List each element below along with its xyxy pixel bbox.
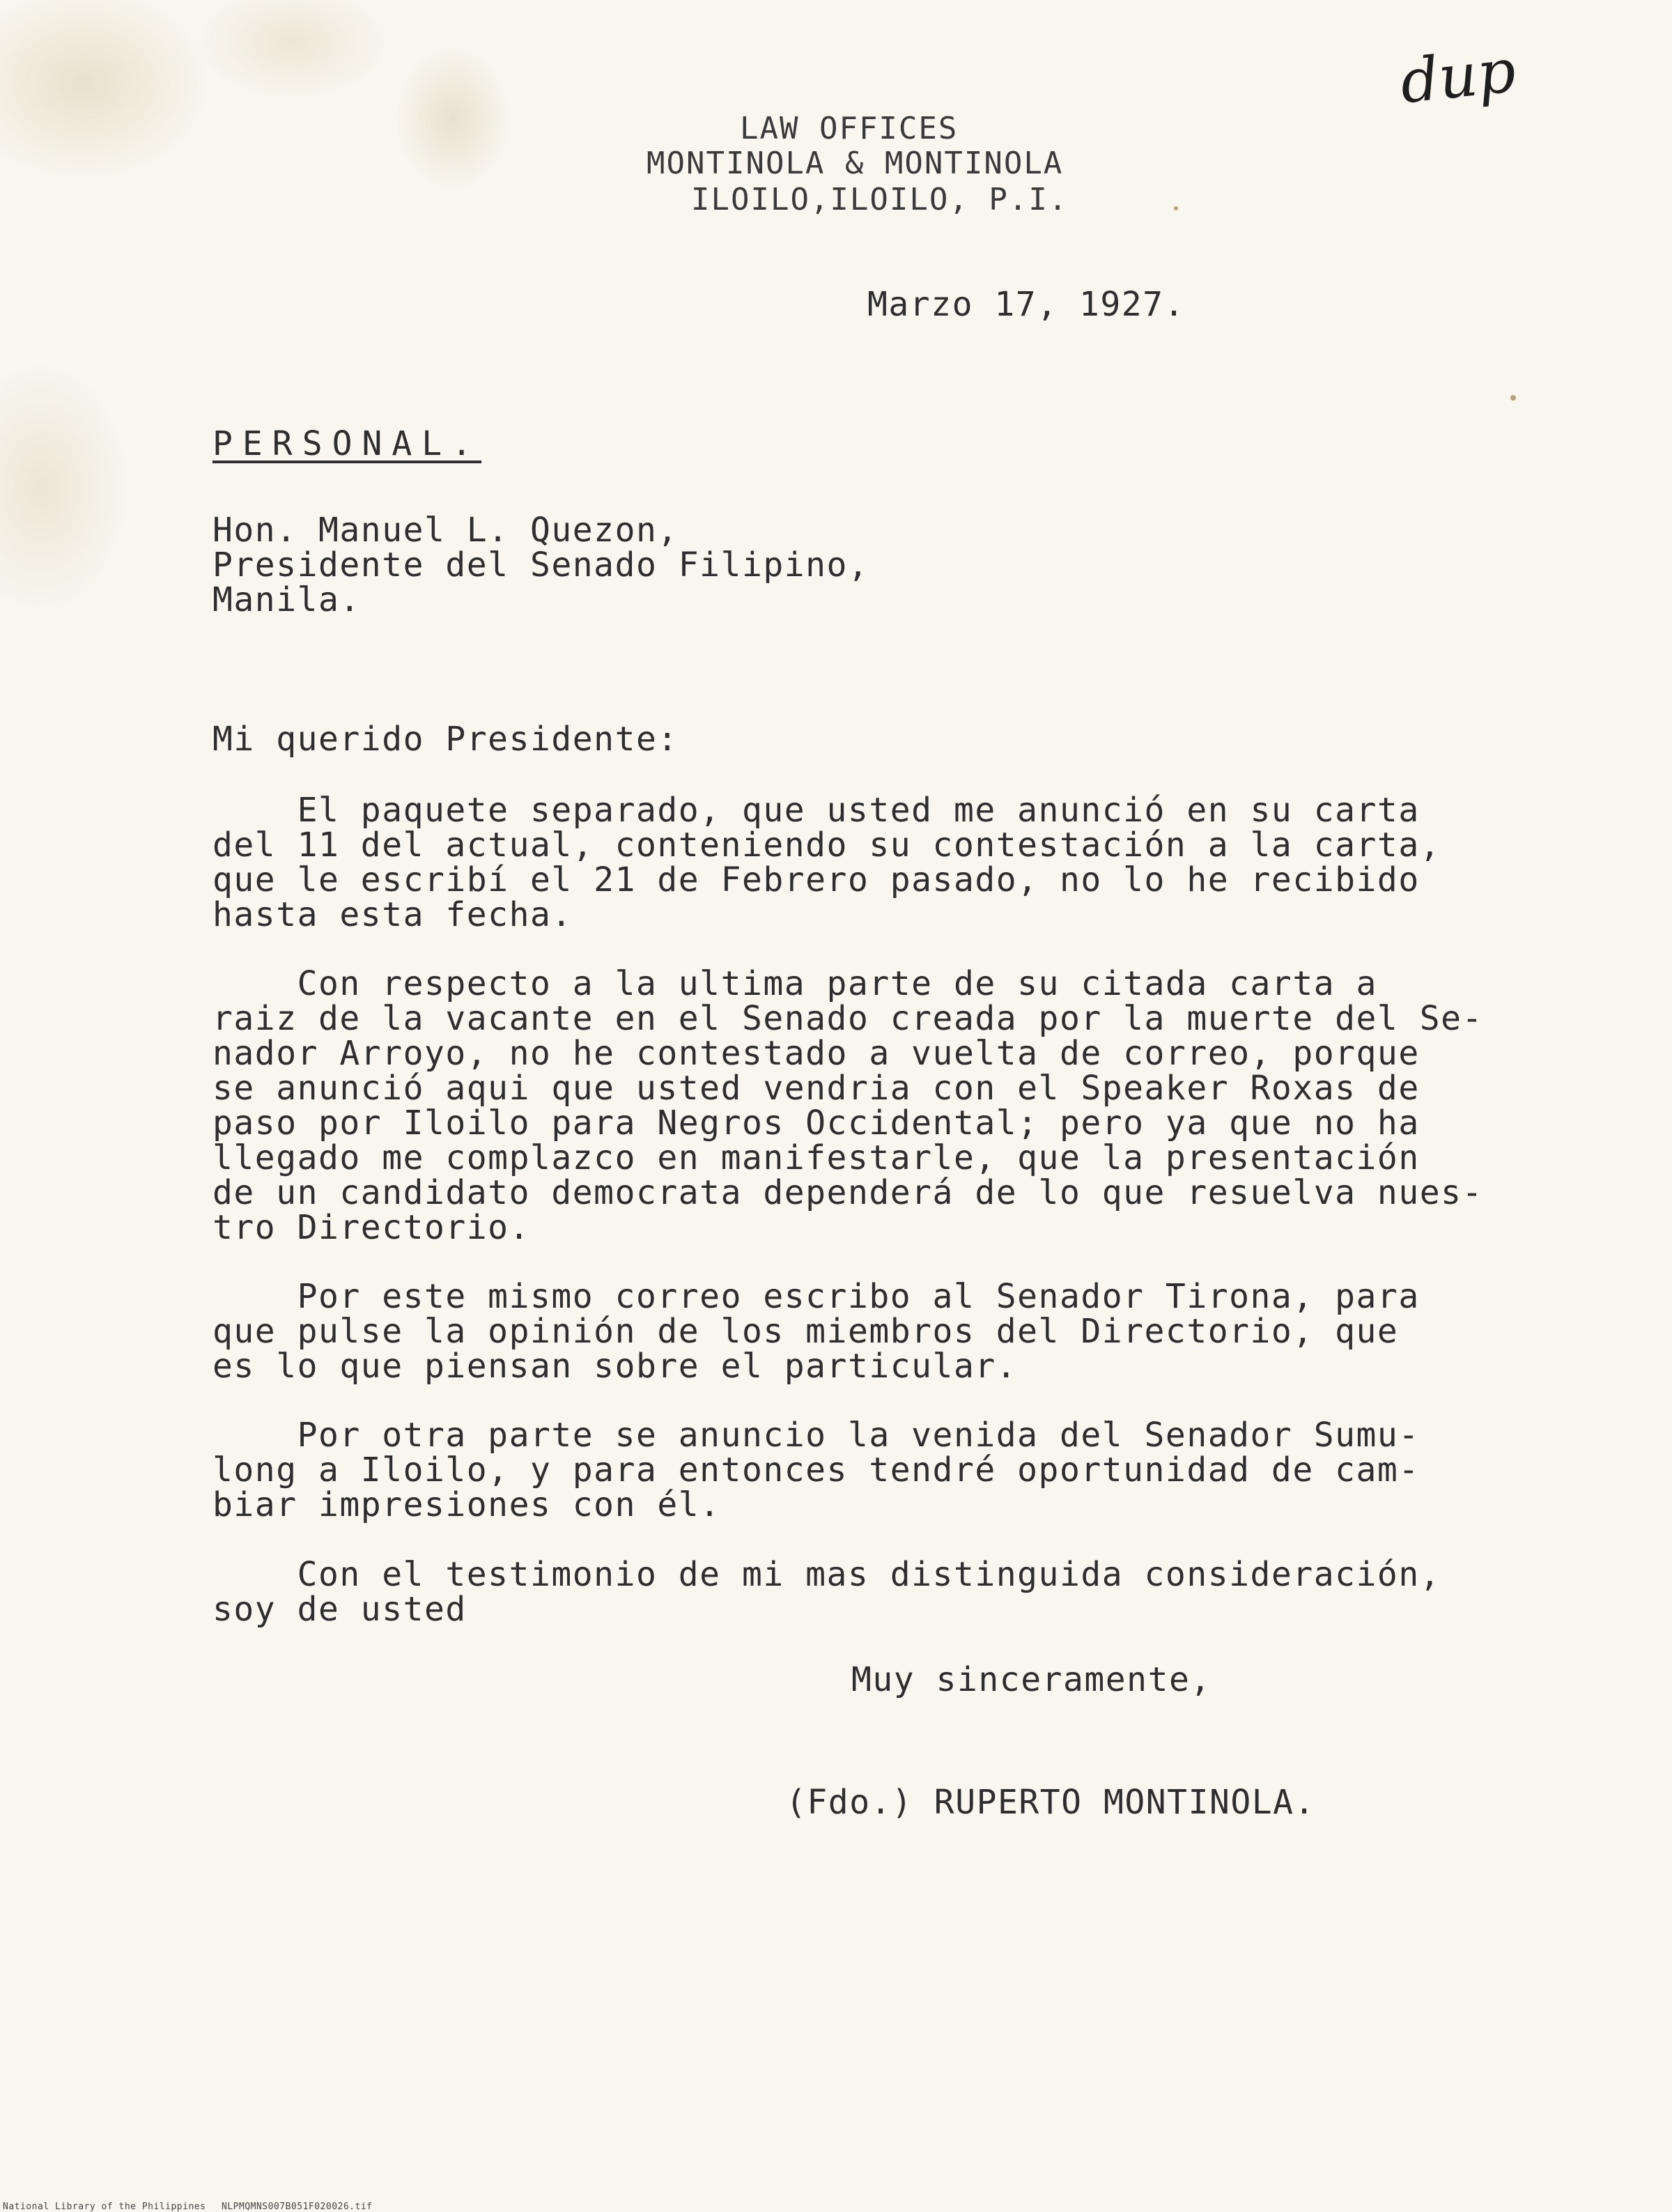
letterhead-line-3: ILOILO,ILOILO, P.I. xyxy=(691,182,1069,217)
signature: (Fdo.) RUPERTO MONTINOLA. xyxy=(786,1783,1315,1822)
body-p4-line: Por otra parte se anuncio la venida del Senador Sumu- xyxy=(212,1416,1420,1455)
stain-dot xyxy=(1174,206,1178,210)
letterhead-line-1: LAW OFFICES xyxy=(740,111,959,146)
body-p1-line: hasta esta fecha. xyxy=(212,895,573,934)
recipient-line-1: Hon. Manuel L. Quezon, xyxy=(212,511,679,550)
body-p1-line: del 11 del actual, conteniendo su contestación a la carta, xyxy=(212,826,1441,865)
body-p3-line: que pulse la opinión de los miembros del Directorio, que xyxy=(212,1312,1399,1351)
salutation: Mi querido Presidente: xyxy=(212,720,679,759)
body-p2-line: raiz de la vacante en el Senado creada por la muerte del Se- xyxy=(212,999,1483,1038)
body-p1-line: que le escribí el 21 de Febrero pasado, no lo he recibido xyxy=(212,860,1420,899)
personal-heading: PERSONAL. xyxy=(212,424,482,463)
body-p1-line: El paquete separado, que usted me anunció en su carta xyxy=(212,791,1420,830)
body-p2-line: de un candidato democrata dependerá de lo que resuelva nues- xyxy=(212,1173,1483,1212)
footer-file-name: NLPMQMNS007B051F020026.tif xyxy=(222,2202,373,2212)
body-p2-line: paso por Iloilo para Negros Occidental; pero ya que no ha xyxy=(212,1104,1420,1143)
body-p4-line: biar impresiones con él. xyxy=(212,1485,721,1524)
body-p3-line: es lo que piensan sobre el particular. xyxy=(212,1347,1018,1386)
body-p2-line: Con respecto a la ultima parte de su citada carta a xyxy=(212,964,1377,1003)
footer-archive-name: National Library of the Philippines xyxy=(3,2202,206,2212)
body-p2-line: nador Arroyo, no he contestado a vuelta de correo, porque xyxy=(212,1034,1420,1073)
body-p5-line: soy de usted xyxy=(212,1590,467,1629)
recipient-line-2: Presidente del Senado Filipino, xyxy=(212,546,869,585)
body-p2-line: se anunció aqui que usted vendria con el Speaker Roxas de xyxy=(212,1069,1420,1108)
letter-date: Marzo 17, 1927. xyxy=(867,285,1185,324)
recipient-line-3: Manila. xyxy=(212,580,361,619)
letterhead-line-2: MONTINOLA & MONTINOLA xyxy=(647,146,1064,181)
body-p3-line: Por este mismo correo escribo al Senador Tirona, para xyxy=(212,1277,1420,1316)
handwritten-annotation: dup xyxy=(1397,36,1519,118)
closing: Muy sinceramente, xyxy=(851,1660,1212,1699)
stain-dot xyxy=(1510,395,1516,401)
body-p2-line: llegado me complazco en manifestarle, que la presentación xyxy=(212,1138,1420,1177)
body-p2-line: tro Directorio. xyxy=(212,1208,530,1247)
body-p4-line: long a Iloilo, y para entonces tendré oportunidad de cam- xyxy=(212,1451,1420,1490)
body-p5-line: Con el testimonio de mi mas distinguida consideración, xyxy=(212,1555,1441,1594)
